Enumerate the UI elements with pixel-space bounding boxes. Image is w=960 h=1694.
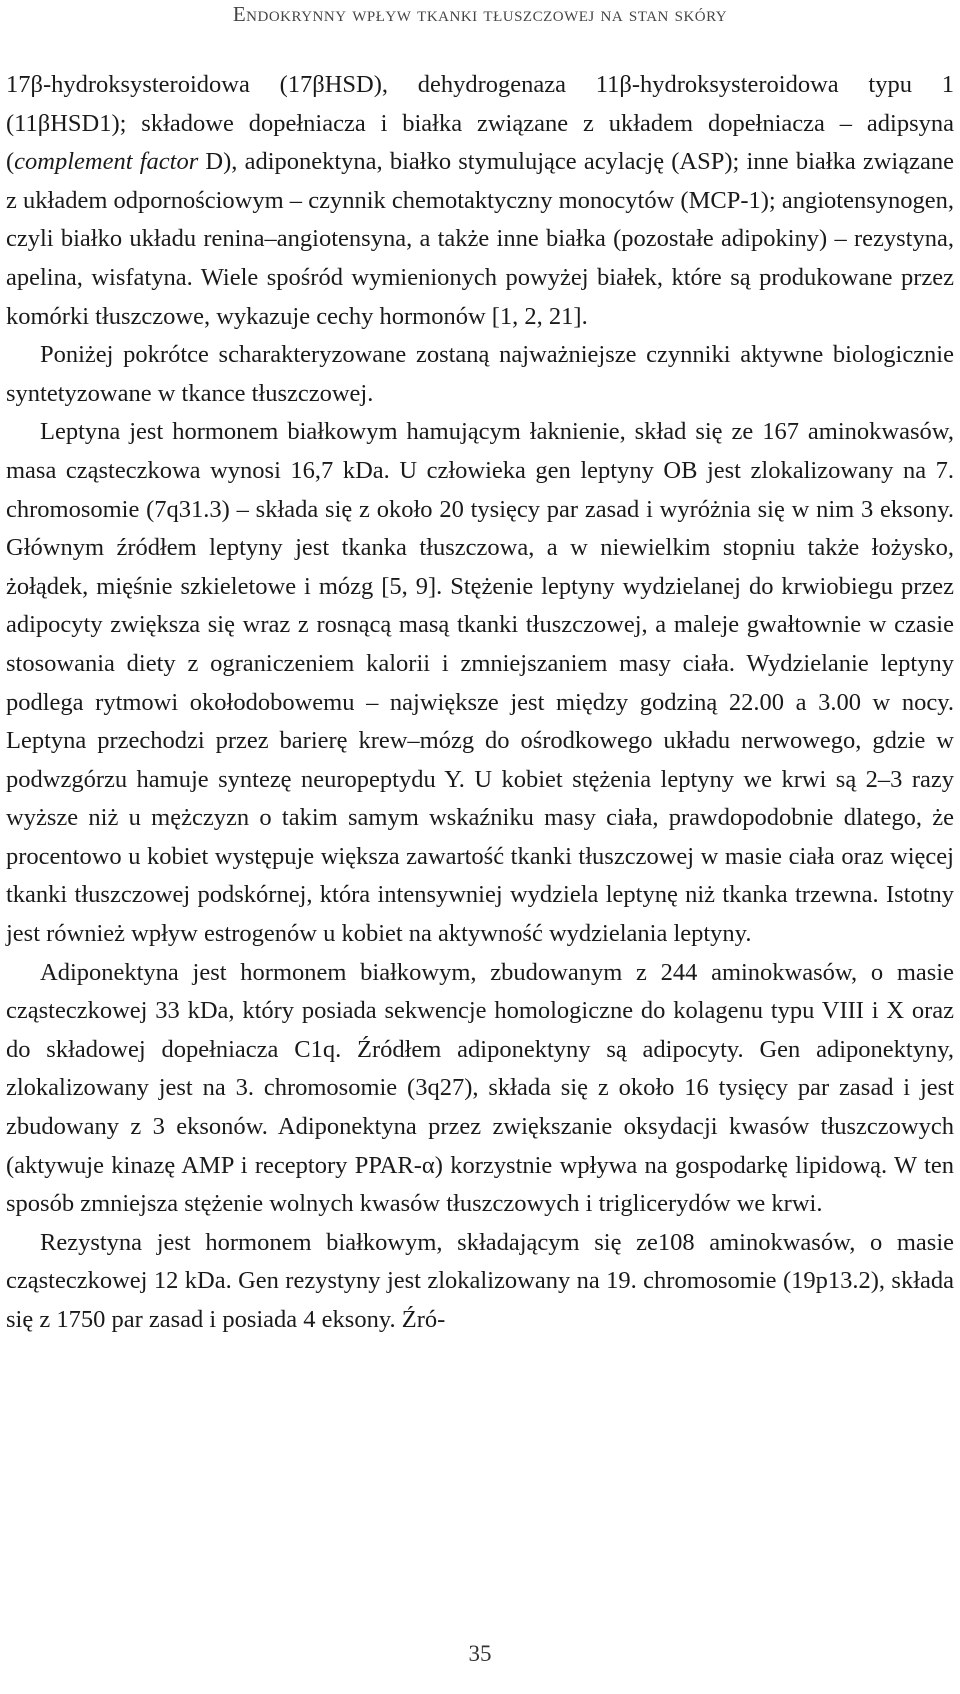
paragraph-continuation — [6, 66, 954, 336]
page-number: 35 — [468, 1641, 492, 1666]
body-text — [6, 66, 954, 1340]
paragraph-text: D), adiponektyna, białko stymulujące acylację (ASP); inne białka związane z układem odpornościowym – czynnik chemotaktyczny monocytów (MCP-1); angiotensynogen, czyli białko układu renina–angiotensyna, a także inne białka (pozostałe adipokiny) – rezystyna, apelina, wisfatyna. Wiele spośród wymienionych powyżej białek, które są produkowane przez komórki tłuszczowe, wykazuje cechy hormonów [1, 2, 21]. — [6, 148, 954, 330]
paragraph-intro: Poniżej pokrótce scharakteryzowane zostaną najważniejsze czynniki aktywne biologicznie syntetyzowane w tkance tłuszczowej. — [6, 341, 954, 407]
paragraph-resistin: Rezystyna jest hormonem białkowym, składającym się ze108 aminokwasów, o masie cząsteczkowej 12 kDa. Gen rezystyny jest zlokalizowany na 19. chromosomie (19p13.2), składa się z 1750 par zasad i posiada 4 eksony. Źró- — [6, 1228, 954, 1333]
paragraph-leptin: Leptyna jest hormonem białkowym hamującym łaknienie, skład się ze 167 aminokwasów, masa cząsteczkowa wynosi 16,7 kDa. U człowieka gen leptyny OB jest zlokalizowany na 7. chromosomie (7q31.3) – składa się z około 20 tysięcy par zasad i wyróżnia się w nim 3 eksony. Głównym źródłem leptyny jest tkanka tłuszczowa, a w niewielkim stopniu także łożysko, żołądek, mięśnie szkieletowe i mózg [5, 9]. Stężenie leptyny wydzielanej do krwiobiegu przez adipocyty zwiększa się wraz z rosnącą masą tkanki tłuszczowej, a maleje gwałtownie w czasie stosowania diety z ograniczeniem kalorii i zmniejszaniem masy ciała. Wydzielanie leptyny podlega rytmowi okołodobowemu – największe jest między godziną 22.00 a 3.00 w nocy. Leptyna przechodzi przez barierę krew–mózg do ośrodkowego układu nerwowego, gdzie w podwzgórzu hamuje syntezę neuropeptydu Y. U kobiet stężenia leptyny we krwi są 2–3 razy wyższe niż u mężczyzn o takim samym wskaźniku masy ciała, prawdopodobnie dlatego, że procentowo u kobiet występuje większa zawartość tkanki tłuszczowej w masie ciała oraz więcej tkanki tłuszczowej podskórnej, która intensywniej wydziela leptynę niż tkanka trzewna. Istotny jest również wpływ estrogenów u kobiet na aktywność wydzielania leptyny. — [6, 418, 954, 948]
paragraph-text: 17β-hydroksysteroidowa (17βHSD), dehydrogenaza 11β-hydroksysteroidowa typu 1 (11βHSD1); składowe dopełniacza i białka związane z układem dopełniacza – adipsyna ( — [6, 71, 954, 176]
running-header: Endokrynny wpływ tkanki tłuszczowej na stan skóry — [232, 2, 728, 26]
emphasized-term: complement factor — [14, 148, 199, 176]
paragraph-adiponectin: Adiponektyna jest hormonem białkowym, zbudowanym z 244 aminokwasów, o masie cząsteczkowej 33 kDa, który posiada sekwencje homologiczne do kolagenu typu VIII i X oraz do składowej dopełniacza C1q. Źródłem adiponektyny są adipocyty. Gen adiponektyny, zlokalizowany jest na 3. chromosomie (3q27), składa się z około 16 tysięcy par zasad i jest zbudowany z 3 eksonów. Adiponektyna przez zwiększanie oksydacji kwasów tłuszczowych (aktywuje kinazę AMP i receptory PPAR-α) korzystnie wpływa na gospodarkę lipidową. W ten sposób zmniejsza stężenie wolnych kwasów tłuszczowych i triglicerydów we krwi. — [6, 958, 954, 1218]
